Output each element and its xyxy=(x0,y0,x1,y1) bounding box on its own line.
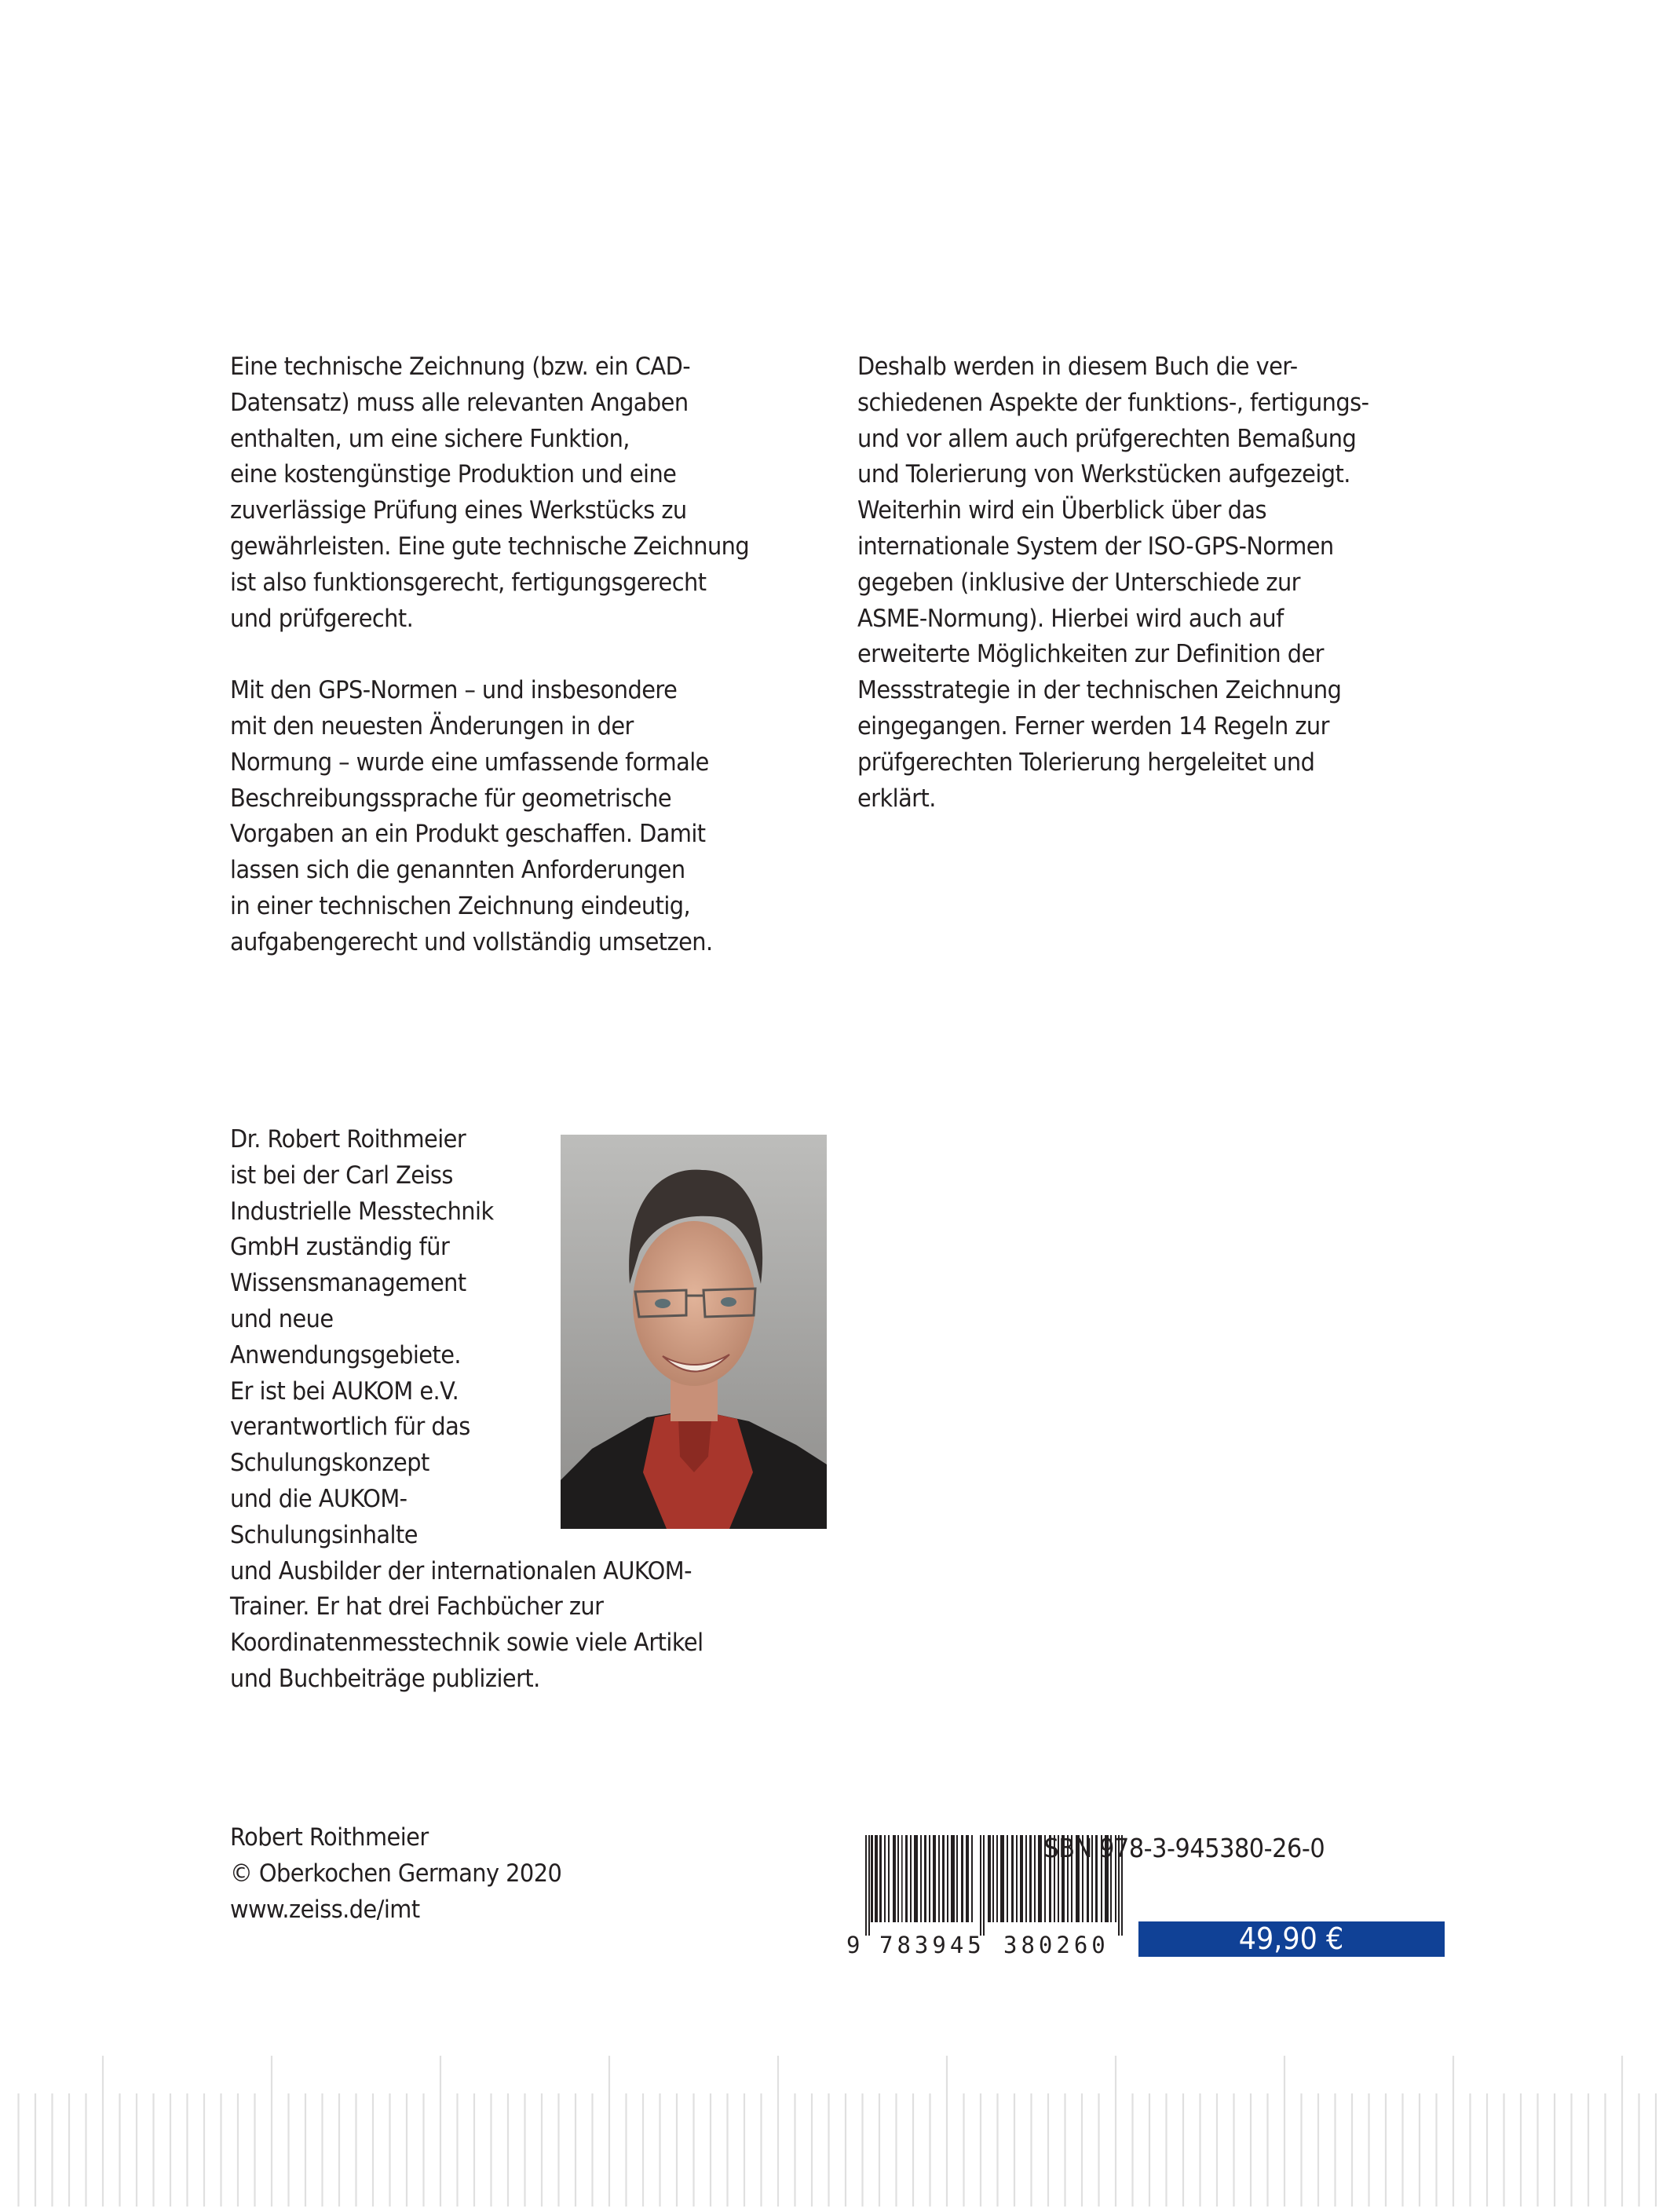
price-badge xyxy=(1138,1921,1445,1957)
barcode-bar xyxy=(996,1835,998,1922)
bio-line: verantwortlich für das xyxy=(230,1413,470,1442)
decorative-ruler xyxy=(0,2056,1659,2212)
barcode-guard-bar xyxy=(983,1835,985,1936)
text-line: prüfgerechten Tolerierung hergeleitet und xyxy=(857,748,1315,777)
barcode-bar xyxy=(905,1835,908,1922)
barcode-left-digits: 783945 xyxy=(879,1932,985,1958)
barcode-bar xyxy=(942,1835,945,1922)
footer-copyright: © Oberkochen Germany 2020 xyxy=(230,1859,562,1888)
barcode-bar xyxy=(1000,1835,1004,1922)
bio-line: GmbH zuständig für xyxy=(230,1233,450,1262)
barcode-bar xyxy=(1025,1835,1027,1922)
text-line: erweiterte Möglichkeiten zur Definition der xyxy=(857,640,1324,669)
barcode-bar xyxy=(884,1835,886,1922)
text-line: zuverlässige Prüfung eines Werkstücks zu xyxy=(230,496,687,525)
text-line: gegeben (inklusive der Unterschiede zur xyxy=(857,568,1300,597)
text-line: gewährleisten. Eine gute technische Zeichnung xyxy=(230,532,750,561)
text-line: ist also funktionsgerecht, fertigungsgerecht xyxy=(230,568,707,597)
barcode-bar xyxy=(920,1835,922,1922)
barcode-bar xyxy=(1034,1835,1036,1922)
text-line: eine kostengünstige Produktion und eine xyxy=(230,460,677,489)
barcode-right-digits: 380260 xyxy=(1003,1932,1109,1958)
text-line: schiedenen Aspekte der funktions-, fertigungs- xyxy=(857,388,1369,417)
bio-line: und Ausbilder der internationalen AUKOM- xyxy=(230,1556,692,1585)
barcode-bar xyxy=(875,1835,878,1922)
bio-line: Koordinatenmesstechnik sowie viele Artikel xyxy=(230,1629,703,1658)
barcode-bar xyxy=(888,1835,890,1922)
bio-line: Industrielle Messtechnik xyxy=(230,1197,494,1226)
isbn-label: ISBN 978-3-945380-26-0 xyxy=(1037,1833,1325,1863)
barcode-lead-digit: 9 xyxy=(846,1932,861,1958)
text-line: internationale System der ISO-GPS-Normen xyxy=(857,532,1334,561)
barcode-bar xyxy=(947,1835,948,1922)
text-line: und Tolerierung von Werkstücken aufgezeigt. xyxy=(857,460,1350,489)
barcode-bar xyxy=(924,1835,926,1922)
text-line: in einer technischen Zeichnung eindeutig, xyxy=(230,891,691,920)
barcode-bar xyxy=(961,1835,963,1922)
description-left-column xyxy=(230,349,749,961)
description-paragraph-3 xyxy=(857,349,1368,817)
text-line: Mit den GPS-Normen – und insbesondere xyxy=(230,676,678,705)
text-line: Datensatz) muss alle relevanten Angaben xyxy=(230,388,689,417)
bio-line: und neue xyxy=(230,1304,334,1333)
text-line: ASME-Normung). Hierbei wird auch auf xyxy=(857,604,1284,633)
publisher-info xyxy=(230,1820,561,1928)
barcode-bar xyxy=(914,1835,918,1922)
description-paragraph-2 xyxy=(230,673,749,960)
barcode-bar xyxy=(1007,1835,1008,1922)
text-line: und vor allem auch prüfgerechten Bemaßung xyxy=(857,424,1357,453)
barcode-bar xyxy=(929,1835,930,1922)
description-right-column xyxy=(857,349,1368,817)
barcode-bar xyxy=(951,1835,955,1922)
text-line: Vorgaben an ein Produkt geschaffen. Damit xyxy=(230,820,706,849)
bio-line: Trainer. Er hat drei Fachbücher zur xyxy=(230,1592,604,1622)
author-portrait-icon xyxy=(561,1135,827,1529)
description-paragraph-1 xyxy=(230,349,749,637)
text-line: Beschreibungssprache für geometrische xyxy=(230,784,671,813)
bio-line: und Buchbeiträge publiziert. xyxy=(230,1664,540,1693)
barcode-bar xyxy=(1011,1835,1014,1922)
text-line: erklärt. xyxy=(857,784,936,813)
barcode-bar xyxy=(933,1835,936,1922)
barcode-bar xyxy=(901,1835,903,1922)
barcode-bar xyxy=(956,1835,958,1922)
barcode-bar xyxy=(1020,1835,1023,1922)
bio-line: ist bei der Carl Zeiss xyxy=(230,1161,453,1190)
barcode-bar xyxy=(966,1835,969,1922)
text-line: Deshalb werden in diesem Buch die ver- xyxy=(857,353,1298,381)
text-line: und prüfgerecht. xyxy=(230,604,414,633)
text-line: Weiterhin wird ein Überblick über das xyxy=(857,496,1266,525)
barcode-bar xyxy=(971,1835,973,1922)
text-line: enthalten, um eine sichere Funktion, xyxy=(230,424,630,453)
author-photo xyxy=(561,1135,827,1529)
barcode-bar xyxy=(992,1835,994,1922)
price-label: 49,90 € xyxy=(1239,1921,1344,1956)
barcode-bar xyxy=(893,1835,896,1922)
text-line: Messstrategie in der technischen Zeichnung xyxy=(857,676,1342,705)
barcode-bar xyxy=(910,1835,912,1922)
barcode-bar xyxy=(897,1835,899,1922)
barcode-bar xyxy=(1029,1835,1032,1922)
barcode-guard-bar xyxy=(865,1835,867,1936)
barcode-bar xyxy=(879,1835,882,1922)
bio-line: und die AUKOM- xyxy=(230,1484,407,1513)
barcode-bar xyxy=(871,1835,873,1922)
bio-line: Wissensmanagement xyxy=(230,1269,466,1298)
barcode-bar xyxy=(1016,1835,1018,1922)
bio-line: Er ist bei AUKOM e.V. xyxy=(230,1377,459,1406)
text-line: eingegangen. Ferner werden 14 Regeln zur xyxy=(857,711,1329,740)
bio-line: Schulungsinhalte xyxy=(230,1520,418,1549)
text-line: Normung – wurde eine umfassende formale xyxy=(230,748,709,777)
bio-line: Anwendungsgebiete. xyxy=(230,1340,461,1369)
text-line: aufgabengerecht und vollständig umsetzen. xyxy=(230,927,713,956)
barcode-guard-bar xyxy=(868,1835,870,1936)
barcode-bar xyxy=(938,1835,940,1922)
footer-author: Robert Roithmeier xyxy=(230,1823,429,1852)
bio-line: Dr. Robert Roithmeier xyxy=(230,1125,466,1154)
barcode-guard-bar xyxy=(980,1835,981,1936)
text-line: Eine technische Zeichnung (bzw. ein CAD- xyxy=(230,353,691,381)
barcode-bar xyxy=(988,1835,991,1922)
text-line: mit den neuesten Änderungen in der xyxy=(230,711,634,740)
text-line: lassen sich die genannten Anforderungen xyxy=(230,856,685,885)
bio-line: Schulungskonzept xyxy=(230,1449,429,1478)
footer-website: www.zeiss.de/imt xyxy=(230,1895,420,1924)
